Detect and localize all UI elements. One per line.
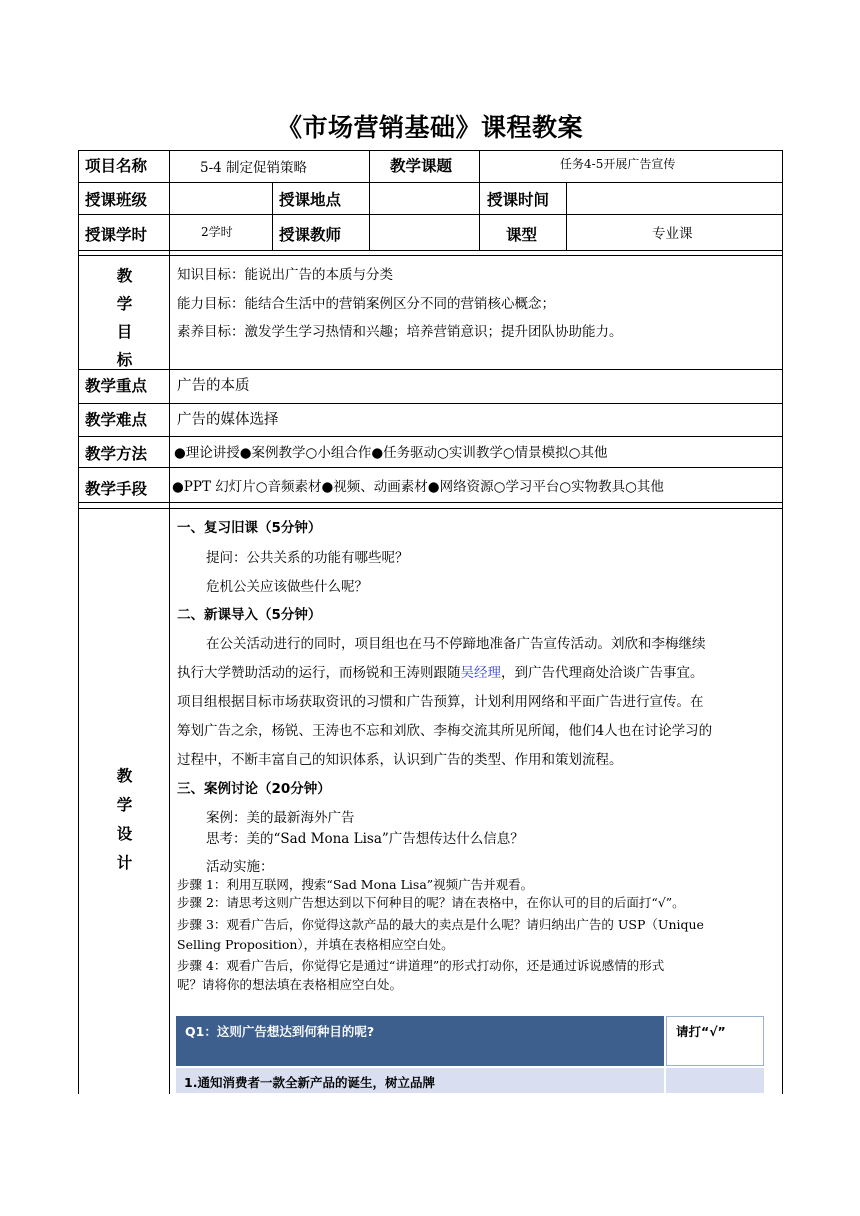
page-title: 《市场营销基础》课程教案 xyxy=(276,113,583,142)
key-point-label: 教学重点 xyxy=(85,377,148,395)
manager-link[interactable]: 吴经理 xyxy=(460,665,501,681)
objectives-label: 教 学 目 标 xyxy=(116,267,133,369)
hours-value: 2学时 xyxy=(201,225,233,239)
objective-literacy: 素养目标：激发学生学习热情和兴趣；培养营销意识；提升团队协助能力。 xyxy=(177,324,623,340)
review-question-1: 提问：公共关系的功能有哪些呢？ xyxy=(206,550,409,566)
difficulty-value: 广告的媒体选择 xyxy=(177,412,279,428)
objective-knowledge: 知识目标：能说出广告的本质与分类 xyxy=(177,267,393,283)
type-value: 专业课 xyxy=(652,226,693,242)
means-label: 教学手段 xyxy=(85,480,148,498)
teacher-label: 授课教师 xyxy=(279,226,342,244)
q-table-check-label: 请打“√” xyxy=(676,1024,726,1039)
section-review-title: 一、复习旧课（5分钟） xyxy=(177,520,322,536)
step-1: 步骤 1：利用互联网，搜索“Sad Mona Lisa”视频广告并观看。 xyxy=(177,877,534,892)
intro-paragraph-line-2: 执行大学赞助活动的运行，而杨锐和王涛则跟随吴经理，到广告代理商处洽谈广告事宜。 xyxy=(177,665,704,681)
objective-ability: 能力目标：能结合生活中的营销案例区分不同的营销核心概念； xyxy=(177,296,555,312)
intro-paragraph-line-3: 项目组根据目标市场获取资讯的习惯和广告预算，计划利用网络和平面广告进行宣传。在 xyxy=(177,694,704,710)
project-label: 项目名称 xyxy=(85,157,148,175)
means-value: ●PPT 幻灯片○音频素材●视频、动画素材●网络资源○学习平台○实物教具○其他 xyxy=(172,479,664,495)
intro-paragraph-line-5: 过程中，不断丰富自己的知识体系，认识到广告的类型、作用和策划流程。 xyxy=(177,752,623,768)
case-text: 案例：美的最新海外广告 xyxy=(206,810,355,826)
class-label: 授课班级 xyxy=(85,191,148,209)
design-label: 教 学 设 计 xyxy=(116,767,133,872)
topic-value: 任务4-5开展广告宣传 xyxy=(560,157,676,171)
difficulty-label: 教学难点 xyxy=(85,411,148,429)
time-label: 授课时间 xyxy=(487,191,550,209)
topic-label: 教学课题 xyxy=(390,157,453,175)
review-question-2: 危机公关应该做些什么呢？ xyxy=(206,579,368,595)
q-table-row-text: 1.通知消费者一款全新产品的诞生，树立品牌 xyxy=(184,1075,435,1090)
section-intro-title: 二、新课导入（5分钟） xyxy=(177,607,322,623)
type-label: 课型 xyxy=(506,226,538,244)
intro-paragraph-line-4: 筹划广告之余，杨锐、王涛也不忘和刘欣、李梅交流其所见所闻，他们4人也在讨论学习的 xyxy=(177,723,713,739)
step-3-line-1: 步骤 3：观看广告后，你觉得这款产品的最大的卖点是什么呢？请归纳出广告的 USP（Unique xyxy=(177,917,704,932)
case-question: 思考：美的“Sad Mona Lisa”广告想传达什么信息？ xyxy=(206,831,524,847)
place-label: 授课地点 xyxy=(279,191,342,209)
key-point-value: 广告的本质 xyxy=(177,378,250,394)
step-4-line-1: 步骤 4：观看广告后，你觉得它是通过“讲道理”的形式打动你，还是通过诉说感情的形式 xyxy=(177,958,665,973)
project-value: 5-4 制定促销策略 xyxy=(200,160,308,176)
step-2: 步骤 2：请思考这则广告想达到以下何种目的呢？请在表格中，在你认可的目的后面打“√”。 xyxy=(177,895,685,910)
methods-value: ●理论讲授●案例教学○小组合作●任务驱动○实训教学○情景模拟○其他 xyxy=(174,445,608,461)
hours-label: 授课学时 xyxy=(85,226,148,244)
q-table-check-cell[interactable] xyxy=(666,1068,764,1093)
activity-label: 活动实施： xyxy=(206,859,274,875)
section-case-title: 三、案例讨论（20分钟） xyxy=(177,781,331,797)
intro-paragraph-line-1: 在公关活动进行的同时，项目组也在马不停蹄地准备广告宣传活动。刘欣和李梅继续 xyxy=(206,636,706,652)
step-3-line-2: Selling Proposition），并填在表格相应空白处。 xyxy=(177,937,454,952)
q-table-question: Q1：这则广告想达到何种目的呢? xyxy=(185,1024,375,1039)
methods-label: 教学方法 xyxy=(85,445,148,463)
step-4-line-2: 呢？请将你的想法填在表格相应空白处。 xyxy=(177,977,403,992)
